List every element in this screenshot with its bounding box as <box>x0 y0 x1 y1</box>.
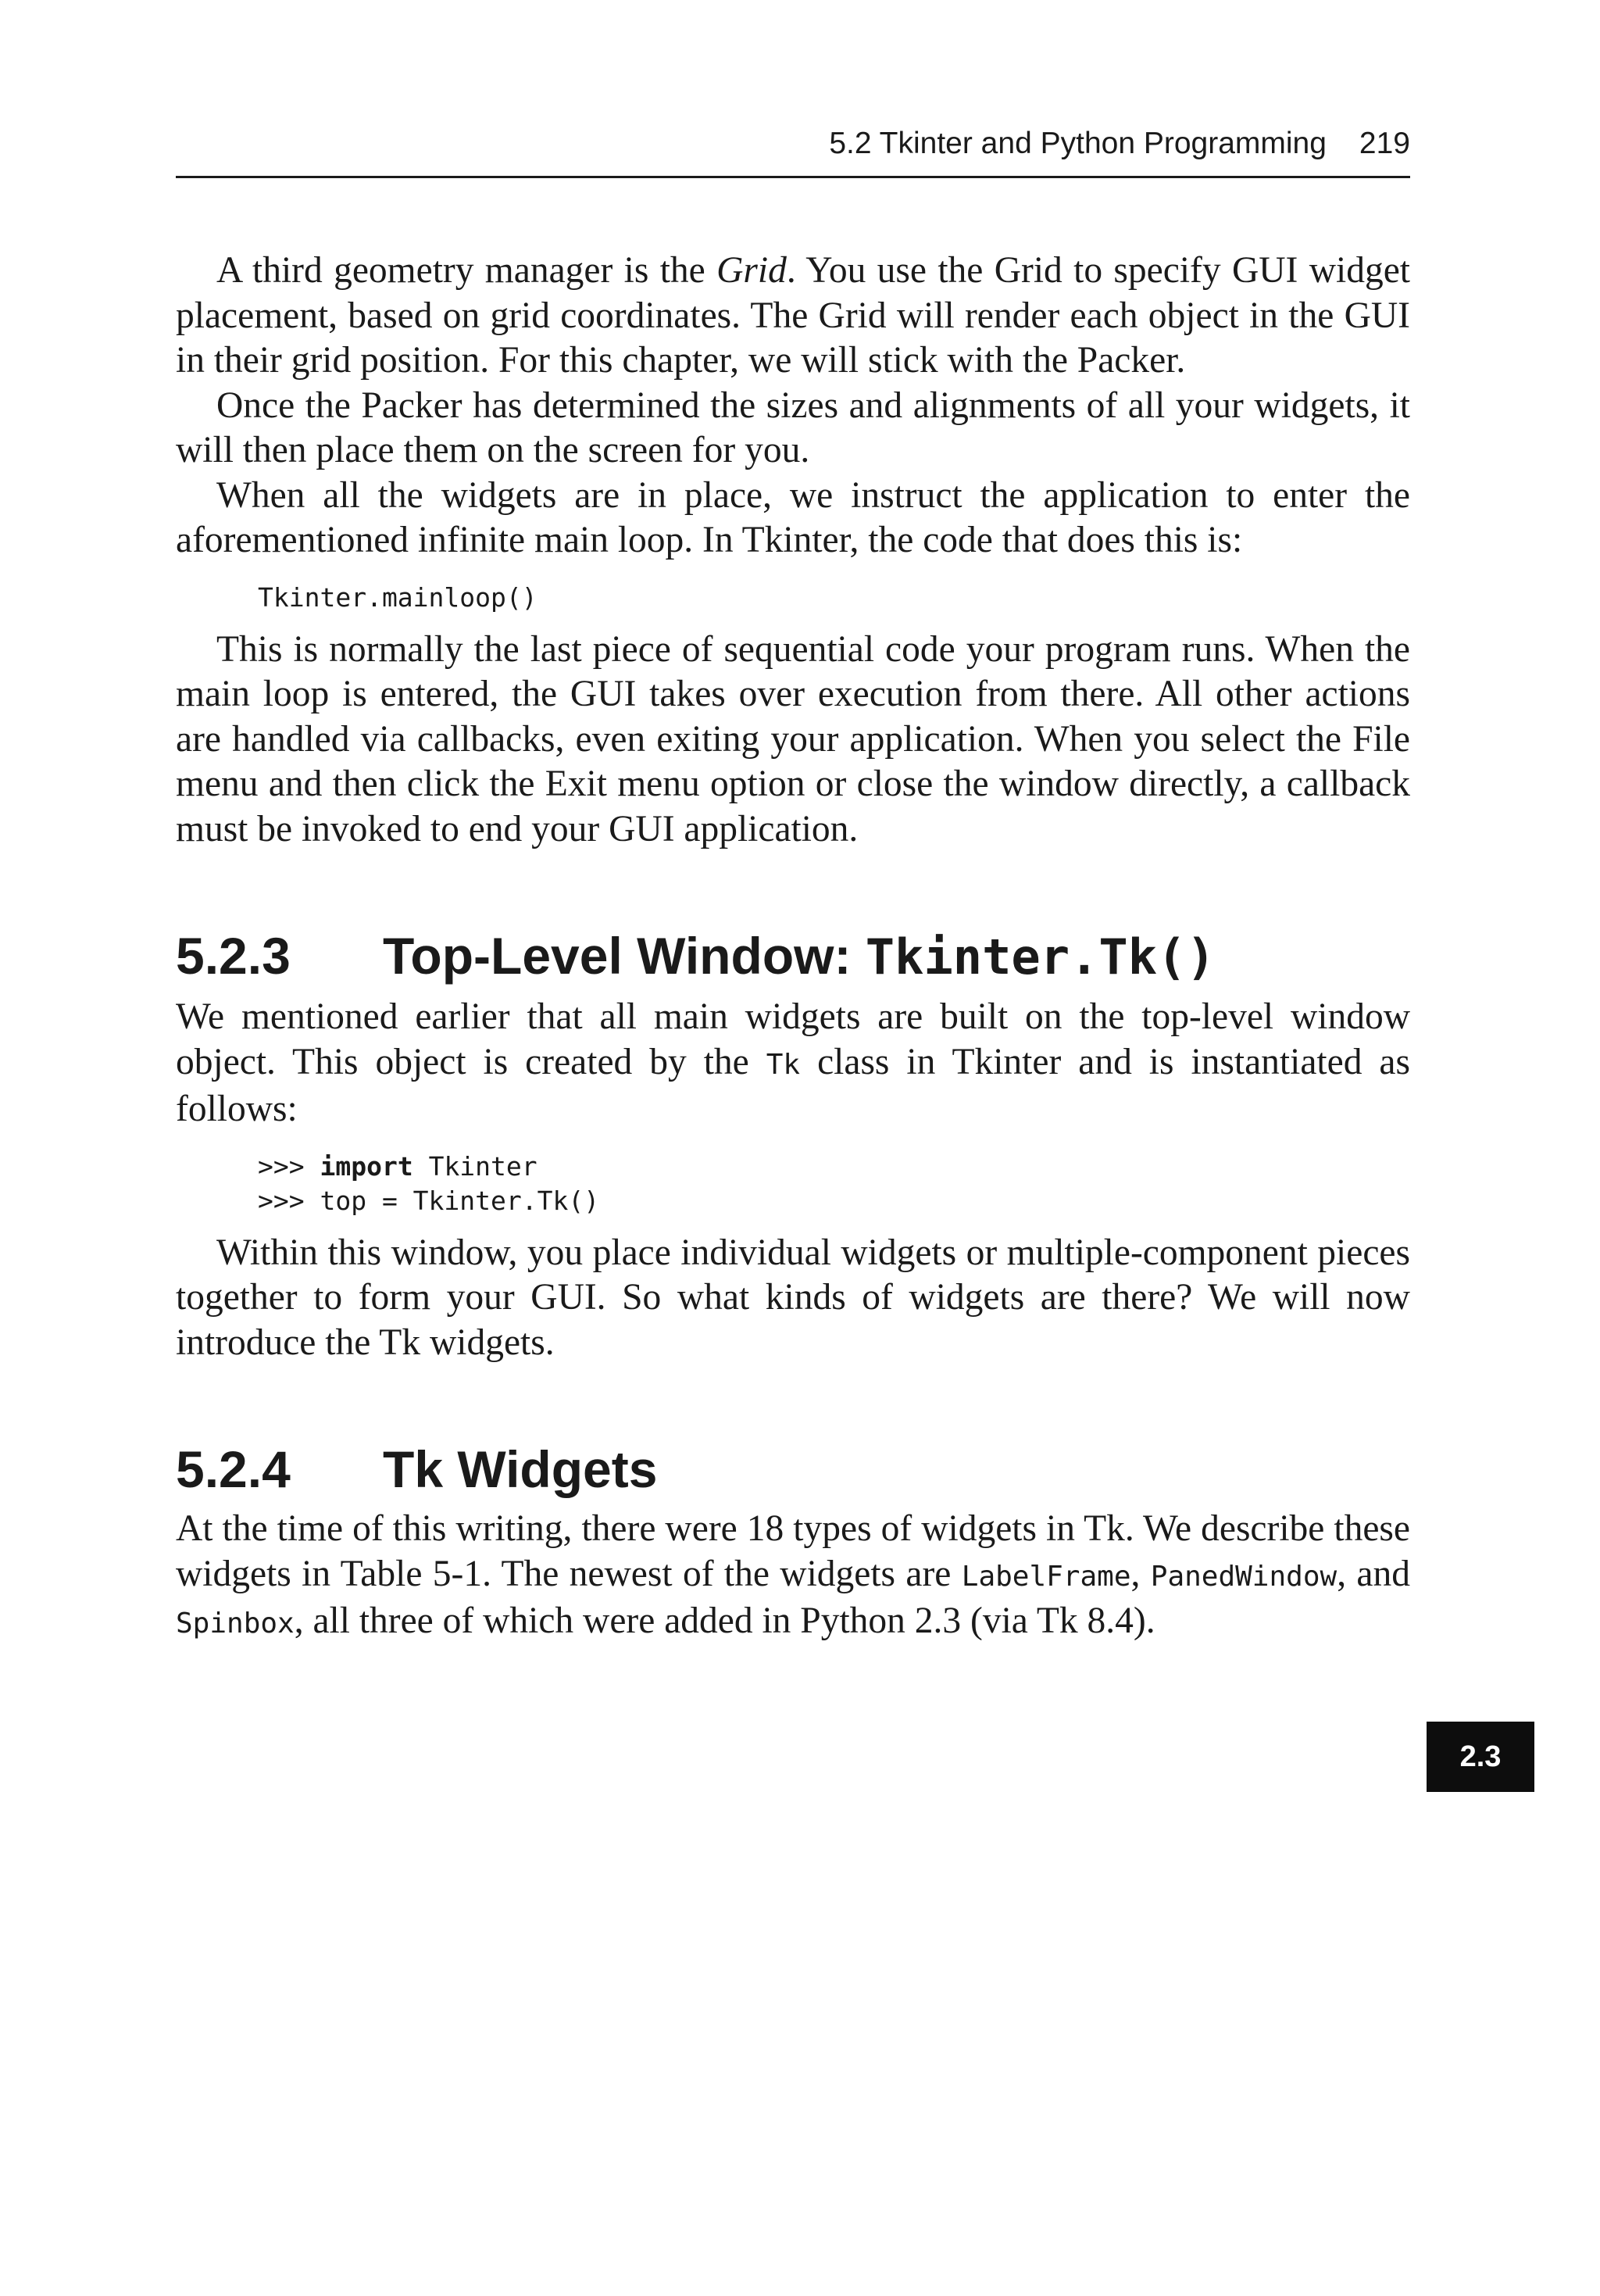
inline-code-labelframe: LabelFrame <box>961 1560 1131 1593</box>
code-block-toplevel: >>> import Tkinter >>> top = Tkinter.Tk() <box>258 1150 600 1216</box>
inline-code-tk: Tk <box>766 1048 801 1081</box>
paragraph-widgets-intro: Within this window, you place individual widgets or multiple-component pieces together to form your GUI. So what kinds of widgets are there? We will now introduce the Tk widgets. <box>176 1232 1410 1363</box>
section-number: 5.2.3 <box>176 927 291 985</box>
paragraph-callbacks: This is normally the last piece of sequential code your program runs. When the main loop is entered, the GUI takes over execution from there. All other actions are handled via callbacks, even exiting your application. When you select the File menu and then click the Exit menu option or close the window directly, a callback must be invoked to end your GUI application. <box>176 628 1410 849</box>
running-header-title: 5.2 Tkinter and Python Programming <box>829 127 1327 160</box>
inline-code-spinbox: Spinbox <box>176 1608 295 1640</box>
section-heading-5-2-4 <box>176 1438 1410 1500</box>
paragraph-grid: A third geometry manager is the Grid. You use the Grid to specify GUI widget placement, based on grid coordinates. The Grid will render each object in the GUI in their grid position. For this chapter, we will stick with the Packer. <box>176 250 1410 381</box>
version-edge-tab: 2.3 <box>1427 1722 1534 1792</box>
emphasis-grid: Grid <box>716 250 787 291</box>
section-title-code: Tkinter.Tk() <box>865 928 1216 985</box>
running-header <box>176 123 1410 178</box>
paragraph-mainloop-intro: When all the widgets are in place, we instruct the application to enter the aforementioned infinite main loop. In Tkinter, the code that does this is: <box>176 474 1410 560</box>
code-keyword: import <box>320 1150 413 1182</box>
inline-code-panedwindow: PanedWindow <box>1150 1560 1338 1593</box>
code-block-mainloop: Tkinter.mainloop() <box>258 581 538 613</box>
paragraph-tk-widgets: At the time of this writing, there were 18 types of widgets in Tk. We describe these widgets in Table 5-1. The newest of the widgets are LabelFrame, PanedWindow, and Spinbox, all three of which were added in Python 2.3 (via Tk 8.4). <box>176 1508 1411 1641</box>
section-heading-5-2-3 <box>176 924 1410 989</box>
section-title: Tk Widgets <box>383 1440 658 1498</box>
paragraph-toplevel: We mentioned earlier that all main widgets are built on the top-level window object. This object is created by the Tk class in Tkinter and is instantiated as follows: <box>176 996 1410 1129</box>
section-title: Top-Level Window: <box>383 927 866 985</box>
paragraph-packer: Once the Packer has determined the sizes and alignments of all your widgets, it will then place them on the screen for you. <box>176 384 1410 470</box>
page-number: 219 <box>1359 127 1410 160</box>
page-body <box>176 249 1410 1647</box>
section-number: 5.2.4 <box>176 1440 291 1498</box>
